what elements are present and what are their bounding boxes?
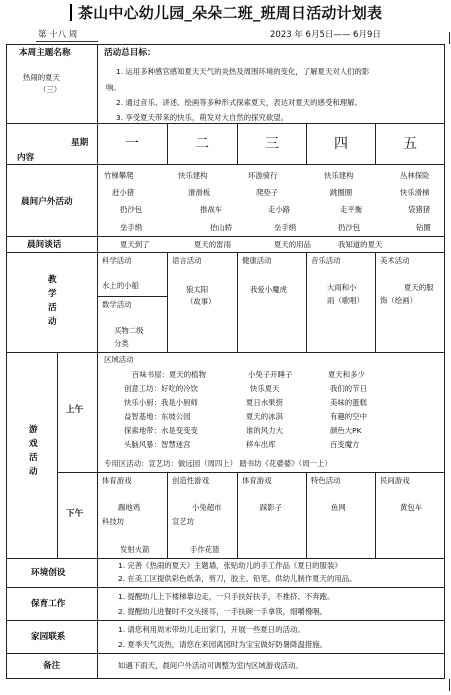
language-type: 语言活动	[172, 256, 202, 265]
outdoor-r2c4: 跳圈圈	[330, 188, 353, 197]
afternoon-sports-cell	[97, 472, 168, 559]
language-sub: （故事）	[186, 297, 216, 306]
talk-label: 晨间谈话	[27, 240, 62, 250]
music-name-line2: 雨（歌唱）	[327, 296, 364, 305]
outdoor-r1c3: 环游骑行	[248, 171, 278, 180]
goals-cell	[97, 44, 445, 124]
health-type: 健康活动	[242, 256, 272, 265]
day-wed: 三	[265, 136, 279, 152]
afternoon-sports2-cell	[237, 472, 307, 559]
outdoor-r2c1: 赶小猪	[112, 188, 135, 197]
outdoor-r1c4: 快乐建构	[324, 171, 354, 180]
sports2-type: 体育游戏	[242, 476, 272, 485]
area-r5c3: 颜色大PK	[330, 426, 362, 435]
area-r1c1: 百味书屋：夏天的植物	[132, 370, 206, 379]
goal-3: 3. 享受夏天带来的快乐，萌发对大自然的探究欲望。	[116, 113, 288, 122]
talk-label-cell	[6, 236, 98, 253]
title-text: 茶山中心幼儿园_朵朵二班_班周日活动计划表	[78, 4, 383, 22]
folk-name: 黄包车	[400, 503, 423, 512]
game-label-cell	[6, 352, 58, 559]
day-thu: 四	[334, 136, 348, 152]
remarks-text-cell	[97, 653, 445, 679]
science-activity-cell	[97, 252, 168, 297]
theme-name-line2: （三）	[39, 85, 62, 94]
area-r2c1: 创意工坊：好吃的冷饮	[124, 384, 198, 393]
outdoor-r4c4: 扔沙包	[338, 223, 361, 232]
goals-title: 活动总目标：	[104, 48, 156, 58]
talk-item-2: 夏天的雷雨	[194, 240, 231, 249]
area-r3c1: 快乐小厨：我是小厨师	[124, 398, 198, 407]
content-label-header: 内容	[17, 153, 35, 163]
outdoor-r3c4: 走平衡	[340, 205, 363, 214]
family-item-2: 2. 夏季天气炎热，请您在来园离园时为宝宝做好防暑降温措施。	[118, 640, 327, 649]
day-header-wed	[237, 123, 307, 165]
afternoon-special-cell	[306, 472, 376, 559]
care-item-2: 2. 提醒幼儿进餐时不交头接耳，一手扶碗一手拿筷，细嚼慢咽。	[118, 607, 327, 616]
outdoor-r2c5: 快乐滑梯	[400, 188, 430, 197]
care-items-cell	[97, 587, 445, 621]
math-type: 数学活动	[102, 300, 132, 309]
teaching-label-4: 动	[48, 317, 57, 327]
env-label-cell	[6, 558, 98, 588]
remarks-label: 备注	[43, 661, 61, 671]
afternoon-folk-cell	[375, 472, 445, 559]
env-label: 环境创设	[31, 568, 66, 578]
outdoor-r3c1: 扔沙包	[120, 205, 143, 214]
creative-type: 创造性游戏	[172, 476, 209, 485]
afternoon-label: 下午	[66, 509, 84, 519]
music-type: 音乐活动	[311, 256, 341, 265]
art-activity-cell	[375, 252, 445, 353]
area-r1c3: 夏天和多少	[328, 370, 365, 379]
area-title: 区域活动	[104, 355, 134, 364]
outdoor-r2c3: 爬垫子	[256, 188, 279, 197]
outdoor-r4c3: 垒手绢	[274, 223, 297, 232]
morning-area-cell	[97, 352, 445, 473]
sports-line2: 科技坊	[102, 517, 125, 526]
area-r1c2: 小兔子开睡子	[248, 370, 293, 379]
game-label-1: 游	[29, 425, 38, 435]
outdoor-label: 晨间户外活动	[21, 197, 73, 207]
day-header-tue	[167, 123, 238, 165]
day-fri: 五	[403, 136, 417, 152]
creative-line2: 宣艺坊	[172, 517, 195, 526]
area-r2c3: 我们的节日	[330, 384, 367, 393]
remarks-text: 如遇下雨天，晨间户外活动可调整为室内区域游戏活动。	[118, 661, 303, 670]
day-header-fri	[375, 123, 445, 165]
outdoor-r1c5: 丛林探险	[400, 171, 430, 180]
language-activity-cell	[167, 252, 238, 353]
talk-item-4: 我知道的夏天	[338, 240, 383, 249]
health-name: 我爱小魔虎	[250, 285, 287, 294]
sports2-name: 踩影子	[260, 503, 283, 512]
outdoor-r3c2: 推战车	[200, 205, 223, 214]
day-header-mon	[97, 123, 168, 165]
outdoor-r4c2: 抬山轿	[210, 223, 233, 232]
game-label-2: 戏	[29, 439, 38, 449]
outdoor-r4c5: 钻圈	[416, 223, 431, 232]
outdoor-activities-cell	[97, 164, 445, 237]
area-r3c2: 夏日水果捞	[246, 398, 283, 407]
care-label-cell	[6, 587, 98, 621]
family-label-cell	[6, 620, 98, 654]
goal-1-cont: 响。	[106, 83, 121, 92]
area-r6c3: 百变魔方	[330, 440, 360, 449]
health-activity-cell	[237, 252, 307, 353]
creative-line3: 手作花篮	[190, 545, 220, 554]
week-label: 第 十八 周	[38, 30, 78, 40]
creative-line1: 小兔超市	[192, 503, 222, 512]
outdoor-label-cell	[6, 164, 98, 237]
math-name-line1: 买物二级	[114, 326, 144, 335]
special-name: 鱼网	[331, 503, 346, 512]
goal-2: 2. 通过音乐、讲述、绘画等多种形式探索夏天，表达对夏天的感受和理解。	[116, 98, 362, 107]
math-activity-cell	[97, 296, 168, 353]
math-name-line2: 分类	[114, 339, 129, 348]
music-name-line1: 大雨和小	[327, 283, 357, 292]
teaching-label-2: 学	[48, 289, 57, 299]
week-label-header: 星期	[71, 138, 89, 148]
special-area-line: 专用区活动：宣艺坊：做远园（周四上） 踏书坊《花婆婆》（周一上）	[104, 459, 332, 468]
art-name-line1: 夏天的服	[404, 283, 434, 292]
outdoor-r2c2: 滑滑板	[188, 188, 211, 197]
sports-line3: 发射火箭	[120, 545, 150, 554]
day-mon: 一	[125, 136, 139, 152]
teaching-label-1: 教	[48, 275, 57, 285]
morning-label-cell	[57, 352, 98, 473]
page-title	[70, 2, 450, 24]
special-type: 特色活动	[311, 476, 341, 485]
day-tue: 二	[195, 136, 209, 152]
afternoon-label-cell	[57, 472, 98, 559]
area-r6c1: 头脑风暴：智慧迷宫	[124, 440, 191, 449]
language-name: 狼太阳	[186, 285, 209, 294]
theme-name-cell	[6, 44, 98, 124]
env-items-cell	[97, 558, 445, 588]
env-item-2: 2. 在美工区提供彩色纸条，剪刀，胶主、铅笔，供幼儿制作夏天的用品。	[118, 574, 357, 583]
game-label-4: 动	[29, 467, 38, 477]
date-range: 2023 年 6月5日—— 6月9日	[270, 30, 381, 40]
talk-items-cell	[97, 236, 445, 253]
area-r4c2: 夏天的冰淇	[246, 412, 283, 421]
talk-item-1: 夏天到了	[120, 240, 150, 249]
theme-label: 本周主题名称	[19, 48, 71, 58]
goal-1: 1. 运用多种感官感知夏天天气的炎热及周围环境的变化，了解夏天对人们的影	[116, 67, 370, 76]
game-label-3: 活	[29, 453, 38, 463]
outdoor-r3c5: 袋猪猪	[408, 205, 431, 214]
teaching-label-cell	[6, 252, 98, 353]
sports-type: 体育游戏	[102, 476, 132, 485]
family-label: 家园联系	[31, 632, 66, 642]
music-activity-cell	[306, 252, 376, 353]
care-item-1: 1. 提醒幼儿上下楼梯靠边走，一只手扶好扶手，不推挤、不奔跑。	[118, 592, 335, 601]
art-name-line2: 饰（绘画）	[380, 296, 417, 305]
weekday-header-corner	[6, 123, 98, 165]
area-r4c1: 益智基地：东坡公园	[124, 412, 191, 421]
area-r2c2: 快乐夏天	[250, 384, 280, 393]
outdoor-r4c1: 垒手绢	[120, 223, 143, 232]
area-r5c2: 谁的风力大	[246, 426, 283, 435]
outdoor-r1c2: 快乐建构	[178, 171, 208, 180]
day-header-thu	[306, 123, 376, 165]
title-bar	[70, 4, 72, 21]
page-edge-mark-bottom	[449, 679, 450, 691]
outdoor-r1c1: 竹梯攀爬	[104, 171, 134, 180]
science-name: 水上的小船	[102, 281, 139, 290]
week-underline	[36, 41, 98, 42]
care-label: 保育工作	[31, 599, 66, 609]
outdoor-r3c3: 走小路	[268, 205, 291, 214]
morning-label: 上午	[66, 405, 84, 415]
theme-name-line1: 热闹的夏天	[23, 73, 60, 82]
folk-type: 民间游戏	[380, 476, 410, 485]
family-items-cell	[97, 620, 445, 654]
sports-line1: 踢地鸡	[118, 503, 141, 512]
talk-item-3: 夏天的用品	[274, 240, 311, 249]
env-item-1: 1. 完善《热闹的夏天》主题墙，张贴幼儿的手工作品《夏日的服装》	[118, 561, 342, 570]
page-edge-mark-top	[449, 32, 450, 44]
family-item-1: 1. 请您利用周末带幼儿走出家门，开展一些夏日的活动。	[118, 625, 305, 634]
science-type: 科学活动	[102, 256, 132, 265]
area-r5c1: 探索地带：水是变变变	[124, 426, 198, 435]
art-type: 美术活动	[380, 256, 410, 265]
teaching-label-3: 活	[48, 303, 57, 313]
area-r6c2: 移车出库	[246, 440, 276, 449]
area-r3c3: 美味的蛋糕	[330, 398, 367, 407]
area-r4c3: 有趣的空中	[330, 412, 367, 421]
afternoon-creative-cell	[167, 472, 238, 559]
remarks-label-cell	[6, 653, 98, 679]
